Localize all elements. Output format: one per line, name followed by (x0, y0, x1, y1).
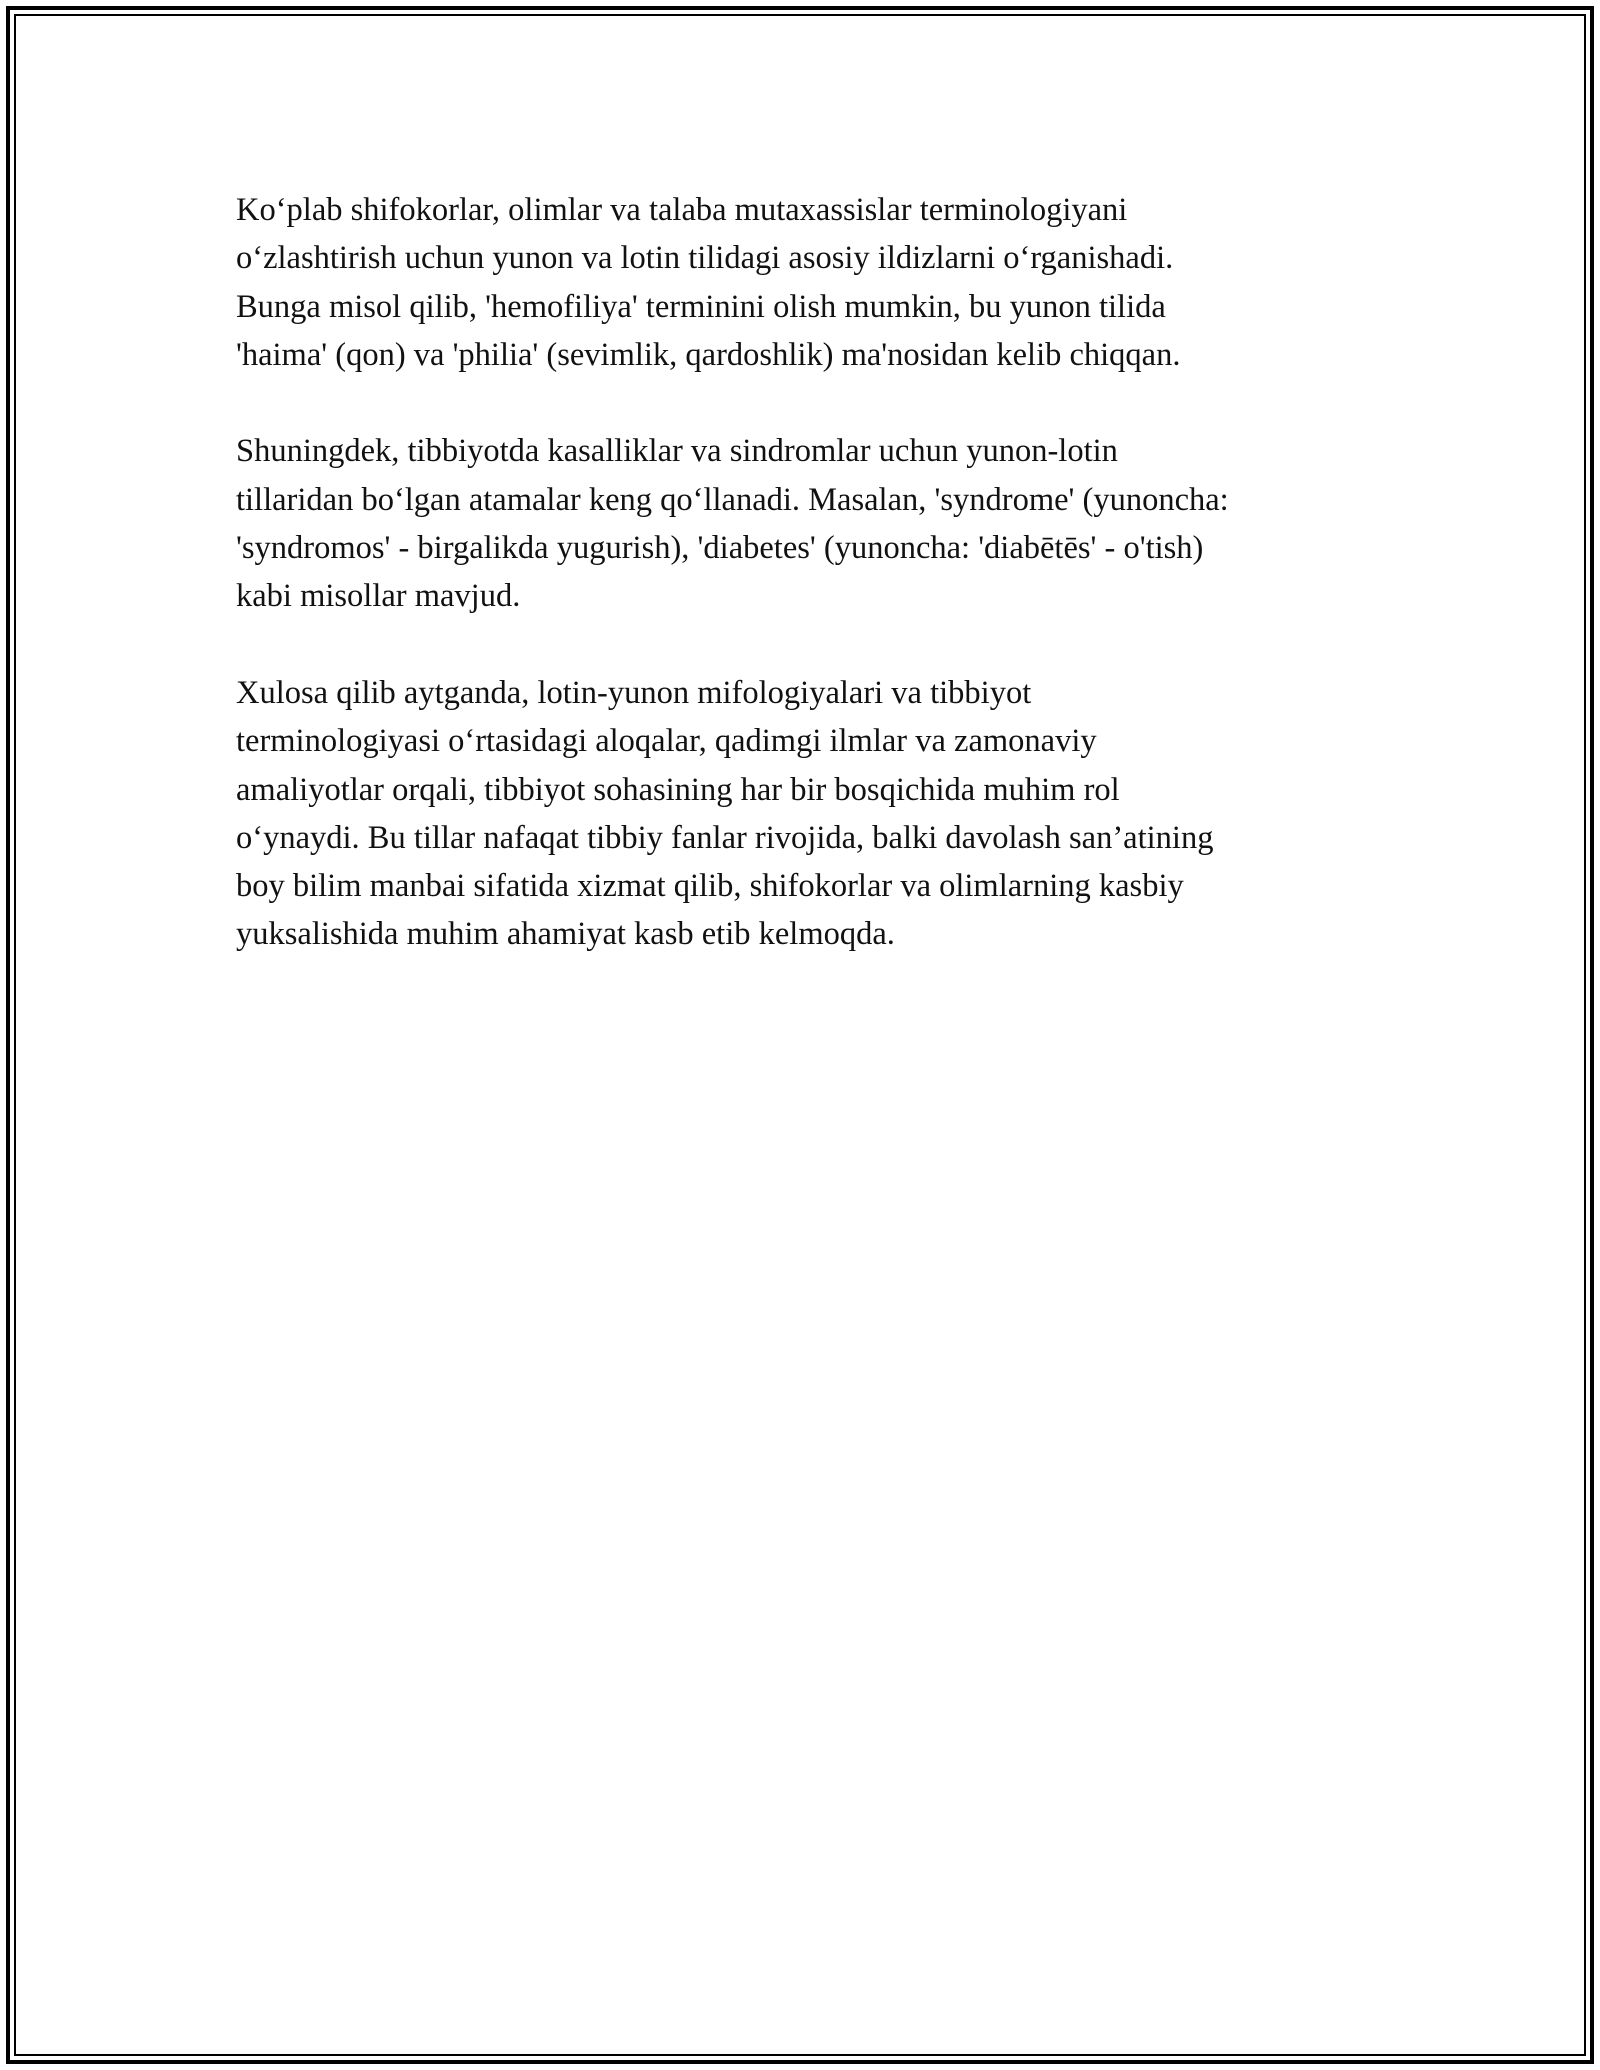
paragraph-line: Bunga misol qilib, 'hemofiliya' terminini olish mumkin, bu yunon tilida (236, 288, 1166, 325)
paragraph-line: amaliyotlar orqali, tibbiyot sohasining har bir bosqichida muhim rol (236, 771, 1120, 808)
paragraph-2 (236, 427, 1416, 620)
paragraph-line: terminologiyasi oʻrtasidagi aloqalar, qadimgi ilmlar va zamonaviy (236, 723, 1097, 760)
paragraph-line: Shuningdek, tibbiyotda kasalliklar va sindromlar uchun yunon-lotin (236, 433, 1118, 470)
paragraph-line: kabi misollar mavjud. (236, 578, 521, 615)
paragraph-line: boy bilim manbai sifatida xizmat qilib, shifokorlar va olimlarning kasbiy (236, 868, 1184, 905)
paragraph-line: tillaridan boʻlgan atamalar keng qoʻllanadi. Masalan, 'syndrome' (yunoncha: (236, 481, 1229, 518)
paragraph-line: oʻzlashtirish uchun yunon va lotin tilidagi asosiy ildizlarni oʻrganishadi. (236, 240, 1174, 277)
document-body (236, 186, 1416, 1007)
paragraph-line: Xulosa qilib aytganda, lotin-yunon mifologiyalari va tibbiyot (236, 674, 1032, 711)
paragraph-line: 'haima' (qon) va 'philia' (sevimlik, qardoshlik) ma'nosidan kelib chiqqan. (236, 336, 1181, 373)
paragraph-line: Koʻplab shifokorlar, olimlar va talaba mutaxassislar terminologiyani (236, 192, 1128, 228)
paragraph-1 (236, 186, 1416, 379)
paragraph-line: yuksalishida muhim ahamiyat kasb etib kelmoqda. (236, 916, 895, 953)
paragraph-3 (236, 669, 1416, 959)
paragraph-line: 'syndromos' - birgalikda yugurish), 'diabetes' (yunoncha: 'diabētēs' - o'tish) (236, 530, 1204, 567)
paragraph-line: oʻynaydi. Bu tillar nafaqat tibbiy fanlar rivojida, balki davolash san’atining (236, 819, 1214, 856)
